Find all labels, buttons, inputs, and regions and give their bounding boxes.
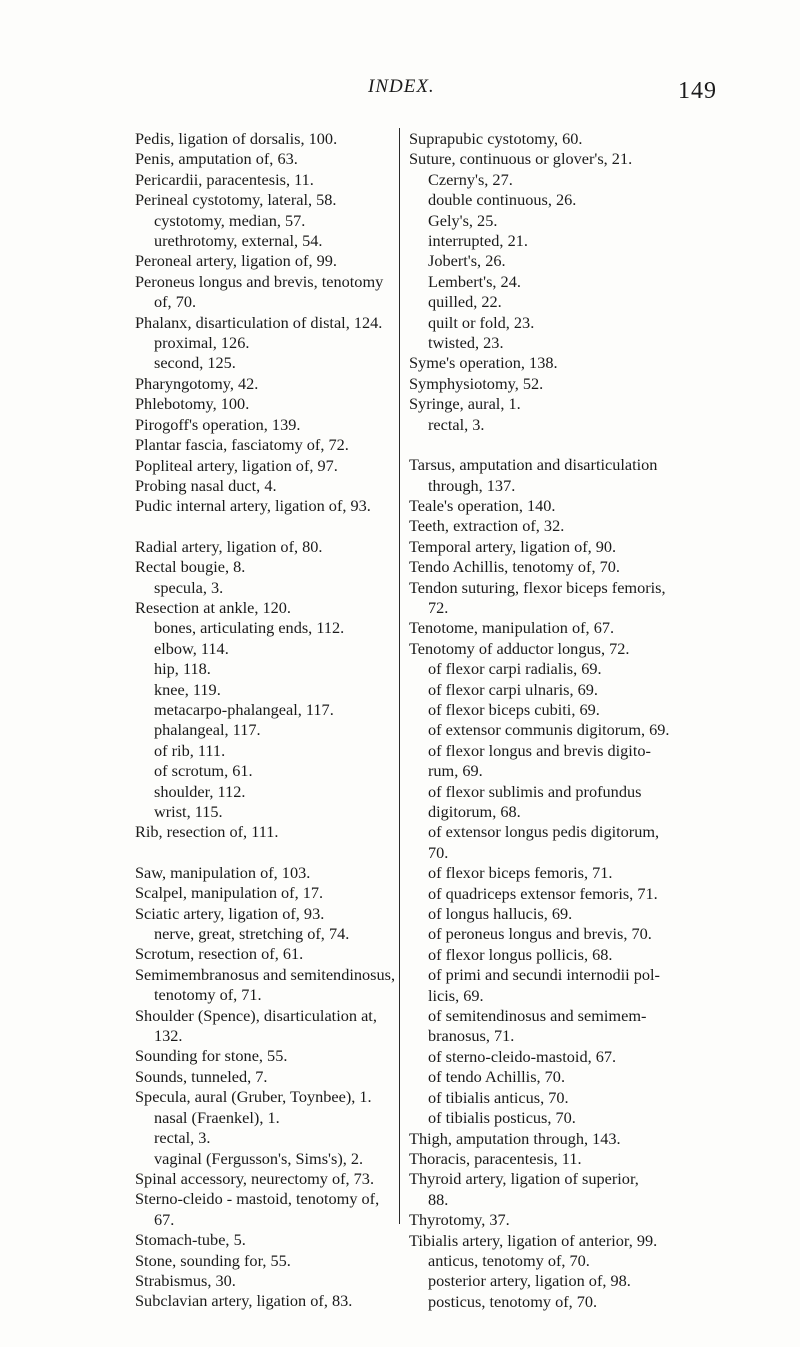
index-entry: Pharyngotomy, 42. xyxy=(135,373,259,393)
index-entry: tenotomy of, 71. xyxy=(154,985,262,1005)
index-entry: of flexor biceps femoris, 71. xyxy=(428,863,613,883)
index-entry: Rectal bougie, 8. xyxy=(135,557,246,577)
index-entry: Perineal cystotomy, lateral, 58. xyxy=(135,190,337,210)
index-entry: Peroneal artery, ligation of, 99. xyxy=(135,251,337,271)
index-entry: elbow, 114. xyxy=(154,638,229,658)
index-entry: Scalpel, manipulation of, 17. xyxy=(135,883,324,903)
index-entry: Teeth, extraction of, 32. xyxy=(409,516,565,536)
index-entry: posticus, tenotomy of, 70. xyxy=(428,1291,598,1311)
index-entry: of peroneus longus and brevis, 70. xyxy=(428,924,652,944)
index-entry: bones, articulating ends, 112. xyxy=(154,618,345,638)
index-entry: of flexor longus and brevis digito- xyxy=(428,740,651,760)
index-entry: Stone, sounding for, 55. xyxy=(135,1250,291,1270)
index-entry: Suprapubic cystotomy, 60. xyxy=(409,129,583,148)
index-entry: phalangeal, 117. xyxy=(154,720,261,740)
index-entry: of rib, 111. xyxy=(154,740,226,760)
index-entry: Scrotum, resection of, 61. xyxy=(135,944,304,964)
index-entry: Saw, manipulation of, 103. xyxy=(135,862,311,882)
index-column-right xyxy=(409,129,684,1312)
index-entry: of tendo Achillis, 70. xyxy=(428,1067,566,1087)
index-entry: Tarsus, amputation and disarticulation xyxy=(409,455,658,475)
index-entry: Syringe, aural, 1. xyxy=(409,394,521,414)
index-entry: Tendo Achillis, tenotomy of, 70. xyxy=(409,557,620,577)
index-entry: Peroneus longus and brevis, tenotomy xyxy=(135,271,384,291)
index-entry: Popliteal artery, ligation of, 97. xyxy=(135,455,338,475)
index-entry: shoulder, 112. xyxy=(154,781,246,801)
index-entry: Lembert's, 24. xyxy=(428,271,521,291)
index-entry: Strabismus, 30. xyxy=(135,1270,236,1290)
index-entry: of tibialis posticus, 70. xyxy=(428,1108,576,1128)
index-entry: Radial artery, ligation of, 80. xyxy=(135,536,323,556)
index-entry: Sterno-cleido - mastoid, tenotomy of, xyxy=(135,1189,380,1209)
index-entry: Phlebotomy, 100. xyxy=(135,394,250,414)
index-column-left xyxy=(135,129,396,1312)
index-entry: of scrotum, 61. xyxy=(154,761,253,781)
index-entry: cystotomy, median, 57. xyxy=(154,210,306,230)
index-entry: Jobert's, 26. xyxy=(428,251,506,271)
index-entry: Probing nasal duct, 4. xyxy=(135,475,277,495)
index-entry: urethrotomy, external, 54. xyxy=(154,231,323,251)
index-entry: Sciatic artery, ligation of, 93. xyxy=(135,903,325,923)
index-entry: through, 137. xyxy=(428,475,516,495)
index-entry: rectal, 3. xyxy=(428,414,485,434)
index-entry: of longus hallucis, 69. xyxy=(428,904,573,924)
index-entry: interrupted, 21. xyxy=(428,231,528,251)
index-entry: Pericardii, paracentesis, 11. xyxy=(135,169,314,189)
page-title: INDEX. xyxy=(368,76,435,97)
index-entry: of, 70. xyxy=(154,292,197,312)
index-entry: quilled, 22. xyxy=(428,292,502,312)
index-entry: Tenotome, manipulation of, 67. xyxy=(409,618,615,638)
index-entry: digitorum, 68. xyxy=(428,802,521,821)
index-entry: 67. xyxy=(154,1209,175,1229)
index-entry: of semitendinosus and semimem- xyxy=(428,1006,647,1026)
index-entry: second, 125. xyxy=(154,353,236,373)
index-entry: of primi and secundi internodii pol- xyxy=(428,965,660,985)
index-entry: wrist, 115. xyxy=(154,802,223,821)
index-entry: Thoracis, paracentesis, 11. xyxy=(409,1148,582,1168)
index-entry: Resection at ankle, 120. xyxy=(135,597,291,617)
index-entry: Gely's, 25. xyxy=(428,210,498,230)
index-entry: 88. xyxy=(428,1189,449,1209)
index-entry: of extensor longus pedis digitorum, xyxy=(428,822,660,842)
index-entry: hip, 118. xyxy=(154,659,211,679)
index-entry: Syme's operation, 138. xyxy=(409,353,558,373)
index-entry: Symphysiotomy, 52. xyxy=(409,373,544,393)
index-entry: proximal, 126. xyxy=(154,333,250,353)
index-entry: of sterno-cleido-mastoid, 67. xyxy=(428,1046,617,1066)
index-entry: of tibialis anticus, 70. xyxy=(428,1087,569,1107)
column-divider xyxy=(399,128,400,1224)
index-entry: Sounds, tunneled, 7. xyxy=(135,1066,268,1086)
index-entry: quilt or fold, 23. xyxy=(428,312,535,332)
index-entry: branosus, 71. xyxy=(428,1026,515,1046)
index-entry: of flexor carpi radialis, 69. xyxy=(428,659,602,679)
index-entry: of quadriceps extensor femoris, 71. xyxy=(428,883,658,903)
index-entry: 132. xyxy=(154,1026,183,1046)
index-entry: Thyrotomy, 37. xyxy=(409,1210,510,1230)
index-entry: Sounding for stone, 55. xyxy=(135,1046,288,1066)
index-entry: posterior artery, ligation of, 98. xyxy=(428,1271,631,1291)
index-entry: 72. xyxy=(428,597,449,617)
index-entry: Phalanx, disarticulation of distal, 124. xyxy=(135,312,383,332)
index-entry: Spinal accessory, neurectomy of, 73. xyxy=(135,1168,375,1188)
index-entry: Suture, continuous or glover's, 21. xyxy=(409,149,633,169)
index-entry: double continuous, 26. xyxy=(428,190,577,210)
index-entry: licis, 69. xyxy=(428,985,484,1005)
index-entry: vaginal (Fergusson's, Sims's), 2. xyxy=(154,1148,364,1168)
index-entry: Czerny's, 27. xyxy=(428,169,513,189)
page-number: 149 xyxy=(678,78,717,104)
index-entry: of flexor biceps cubiti, 69. xyxy=(428,699,600,719)
index-entry: Subclavian artery, ligation of, 83. xyxy=(135,1291,353,1311)
index-entry: Thigh, amputation through, 143. xyxy=(409,1128,621,1148)
index-entry: Rib, resection of, 111. xyxy=(135,822,279,842)
index-entry: Tibialis artery, ligation of anterior, 99. xyxy=(409,1230,658,1250)
index-entry: rum, 69. xyxy=(428,761,483,781)
index-entry: Temporal artery, ligation of, 90. xyxy=(409,536,617,556)
index-entry: Shoulder (Spence), disarticulation at, xyxy=(135,1005,377,1025)
index-entry: specula, 3. xyxy=(154,577,224,597)
index-entry: Plantar fascia, fasciatomy of, 72. xyxy=(135,435,349,455)
index-entry: Stomach-tube, 5. xyxy=(135,1230,246,1250)
index-entry: Pudic internal artery, ligation of, 93. xyxy=(135,496,371,516)
index-entry: of flexor longus pollicis, 68. xyxy=(428,944,613,964)
index-entry: Semimembranosus and semitendinosus, xyxy=(135,964,396,984)
index-entry: knee, 119. xyxy=(154,679,221,699)
index-entry: Thyroid artery, ligation of superior, xyxy=(409,1169,639,1189)
index-entry: of flexor carpi ulnaris, 69. xyxy=(428,679,598,699)
index-entry: 70. xyxy=(428,842,449,862)
index-entry: Penis, amputation of, 63. xyxy=(135,149,298,169)
index-entry: Pedis, ligation of dorsalis, 100. xyxy=(135,129,338,148)
index-entry: Tendon suturing, flexor biceps femoris, xyxy=(409,577,666,597)
index-entry: Teale's operation, 140. xyxy=(409,495,556,515)
index-entry: twisted, 23. xyxy=(428,333,504,353)
index-entry: Tenotomy of adductor longus, 72. xyxy=(409,638,630,658)
index-entry: of flexor sublimis and profundus xyxy=(428,781,642,801)
index-entry: nerve, great, stretching of, 74. xyxy=(154,924,350,944)
index-entry: nasal (Fraenkel), 1. xyxy=(154,1107,280,1127)
index-entry: of extensor communis digitorum, 69. xyxy=(428,720,670,740)
index-entry: Specula, aural (Gruber, Toynbee), 1. xyxy=(135,1087,372,1107)
index-entry: Pirogoff's operation, 139. xyxy=(135,414,301,434)
index-entry: metacarpo-phalangeal, 117. xyxy=(154,699,334,719)
index-entry: rectal, 3. xyxy=(154,1128,211,1148)
index-entry: anticus, tenotomy of, 70. xyxy=(428,1250,590,1270)
